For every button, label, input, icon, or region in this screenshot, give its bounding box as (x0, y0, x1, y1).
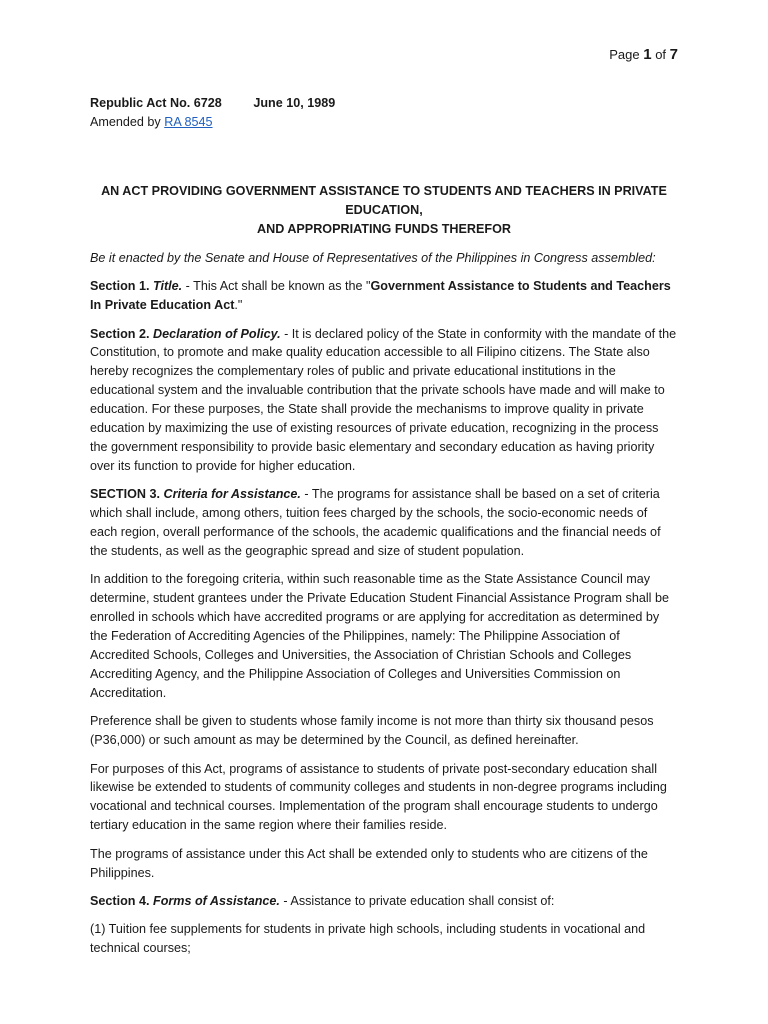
act-header (90, 94, 678, 113)
section-1-heading: Title. (153, 279, 183, 294)
section-4-text: - Assistance to private education shall consist of: (279, 894, 555, 908)
section-2 (90, 325, 678, 476)
act-number: Republic Act No. 6728 (90, 96, 222, 110)
section-4-item-1: (1) Tuition fee supplements for students in private high schools, including students in vocational and technical courses; (90, 922, 646, 956)
total-pages-number: 7 (669, 46, 678, 63)
act-title-line-2: AND APPROPRIATING FUNDS THEREFOR (257, 221, 511, 236)
section-1 (90, 277, 678, 315)
amendment-line (90, 113, 678, 132)
enacting-clause: Be it enacted by the Senate and House of Representatives of the Philippines in Congress assembled: (90, 250, 656, 265)
section-3-paragraph-5: The programs of assistance under this Act shall be extended only to students who are citizens of the Philippines. (90, 846, 648, 880)
page-of-label: of (655, 47, 667, 62)
section-2-text: - It is declared policy of the State in conformity with the mandate of the Constitution, to promote and make quality education accessible to all Filipino citizens. The State also hereby recognizes the complementary roles of public and private educational institutions in the educational system and the invaluable contribution that the private schools have made and will make to education. For these purposes, the State shall provide the mechanisms to improve quality in private education by maximizing the use of existing resources of private education, recognizing in the process the government responsibility to provide basic elementary and secondary education as having priority over its function to provide for higher education. (90, 326, 677, 473)
page-label: Page (609, 47, 640, 62)
section-2-label: Section 2. (90, 326, 150, 341)
current-page-number: 1 (643, 46, 652, 63)
section-3-label: SECTION 3. (90, 487, 160, 502)
section-1-text-end: ." (234, 298, 243, 313)
section-4-heading: Forms of Assistance. (153, 894, 280, 908)
section-3-paragraph-2: In addition to the foregoing criteria, within such reasonable time as the State Assistance Council may determine, student grantees under the Private Education Student Financial Assistance Program shall be enrolled in schools which have accredited programs or are applying for accreditation as determined by the Federation of Accrediting Agencies of the Philippines, namely: The Philippine Association of Accredited Schools, Colleges and Universities, the Association of Christian Schools and Colleges Accrediting Agency, and the Philippine Association of Colleges and Universities Commission on Accreditation. (90, 572, 669, 700)
document-body (90, 94, 678, 968)
section-3-text: - The programs for assistance shall be based on a set of criteria which shall include, among others, tuition fees charged by the schools, the socio-economic needs of each region, overall performance of the schools, the academic qualifications and the financial needs of the students, as well as the geographic spread and size of student population. (90, 487, 661, 558)
act-title (90, 182, 678, 239)
section-4-label: Section 4. (90, 894, 150, 908)
section-1-text: - This Act shall be known as the " (182, 279, 371, 294)
act-title-line-1: AN ACT PROVIDING GOVERNMENT ASSISTANCE TO STUDENTS AND TEACHERS IN PRIVATE EDUCATION, (101, 183, 667, 217)
section-3-heading: Criteria for Assistance. (163, 487, 301, 502)
section-1-label: Section 1. (90, 279, 150, 294)
section-3-paragraph-4: For purposes of this Act, programs of assistance to students of private post-secondary education shall likewise be extended to students of community colleges and students in non-degree programs including vocational and technical courses. Implementation of the program shall encourage students to undergo tertiary education in the same region where their families reside. (90, 761, 667, 833)
amendment-link[interactable]: RA 8545 (164, 114, 213, 129)
section-3-paragraph-3: Preference shall be given to students whose family income is not more than thirty six thousand pesos (P36,000) or such amount as may be determined by the Council, as defined hereinafter. (90, 714, 654, 748)
section-2-heading: Declaration of Policy. (153, 326, 281, 341)
page-indicator (609, 46, 678, 63)
section-1-short-title: Government Assistance to Students and Teachers In Private Education Act (90, 279, 671, 313)
section-3 (90, 485, 678, 561)
amended-by-label: Amended by (90, 114, 161, 129)
act-date: June 10, 1989 (253, 96, 336, 110)
section-4 (90, 892, 678, 911)
